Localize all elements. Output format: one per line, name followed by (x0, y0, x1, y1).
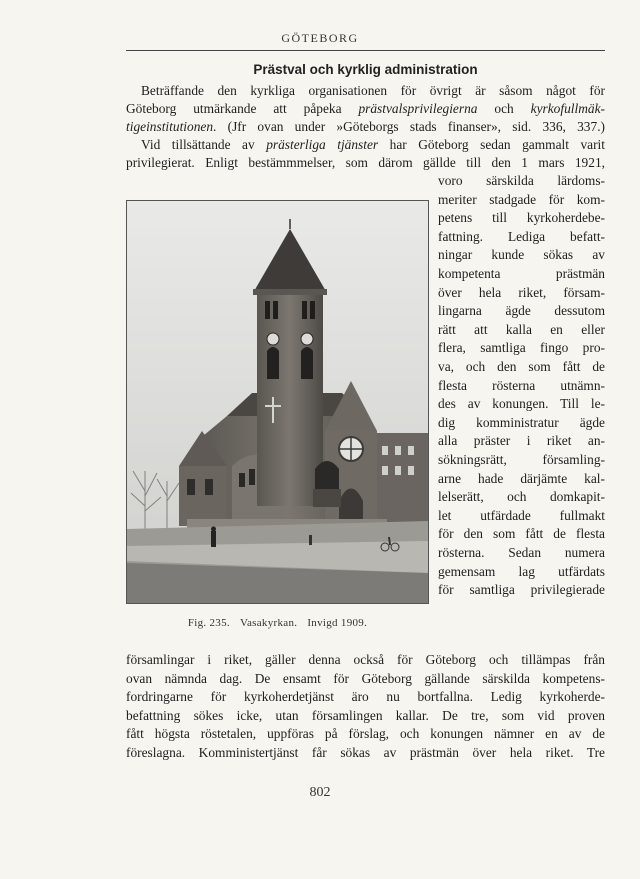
text-run: Göteborg utmärkande att påpeka (126, 101, 359, 116)
running-head: GÖTEBORG (281, 31, 359, 45)
paragraph-1-line-1: Beträffande den kyrkliga organisationen för övrigt är såsom något för (141, 83, 605, 98)
full-line: fått högsta röstetalen, uppföras på förslag, och konungen nämner en av de (126, 726, 605, 742)
section-title: Prästval och kyrklig administration (253, 62, 478, 77)
text-run: Vid tillsättande av (141, 137, 267, 152)
wrap-line: dig komministratur ägde (438, 414, 605, 430)
wrap-line: va, och den som fått de (438, 359, 605, 374)
italic-term: tigeinstitutionen (126, 119, 214, 134)
text-run: har Göteborg sedan gammalt varit (378, 137, 605, 152)
full-line: befattning sökes icke, utan församlingen kallar. De tre, som vid proven (126, 707, 605, 723)
full-line: församlingar i riket, gäller denna också för Göteborg och tillämpas från (126, 652, 605, 667)
wrap-line: kompetenta prästmän (438, 266, 605, 281)
italic-term: prästvalsprivilegierna (358, 101, 478, 116)
vasakyrkan-illustration (127, 201, 428, 603)
wrap-line: flera, samtliga fingo pro- (438, 340, 605, 356)
header-rule (126, 50, 605, 51)
wrap-line: över hela riket, försam- (438, 284, 605, 300)
figure-title: Vasakyrkan. (239, 617, 298, 629)
paragraph-1-line-3 (126, 118, 605, 136)
wrap-line: arne hade därjämte kal- (438, 470, 605, 486)
figure-caption (126, 617, 429, 629)
wrap-line: des av konungen. Till le- (438, 396, 605, 412)
text-run: . (Jfr ovan under »Göteborgs stads finanser», sid. 336, 337.) (213, 119, 605, 134)
figure-label: Fig. 235. (187, 617, 230, 629)
wrap-line: sökningsrätt, församling- (438, 452, 605, 467)
wrap-line: rätt att kalla en eller (438, 321, 605, 337)
wrap-line: lingarna ägde dessutom (438, 303, 605, 319)
page-number: 802 (309, 785, 331, 800)
wrap-line: rösterna. Sedan numera (438, 545, 605, 560)
paragraph-2-line-2: privilegierat. Enligt bestämmmelser, som därom gällde till den 1 mars 1921, (126, 155, 605, 170)
wrap-line: petens till kyrkoherdebe- (438, 210, 605, 226)
wrap-line: meriter stadgade för kom- (438, 191, 605, 207)
wrap-line: för samtliga privilegierade (438, 582, 605, 598)
italic-term: kyrkofullmäk- (530, 101, 605, 116)
paragraph-1-line-2 (126, 100, 605, 118)
wrap-line: lelserätt, och domkapit- (438, 489, 605, 505)
wrap-line: fattning. Lediga befatt- (438, 228, 605, 244)
wrap-line: gemensam lag utfärdats (438, 563, 605, 579)
wrap-line: alla präster i riket an- (438, 433, 605, 449)
text-run: och (477, 101, 531, 116)
church-photograph (126, 200, 429, 604)
full-line: ovan nämnda dag. De ensamt för Göteborg gällande särskilda kompetens- (126, 670, 605, 686)
paragraph-2-line-1 (126, 136, 605, 154)
wrap-line: ningar kunde sökas av (438, 247, 605, 263)
full-line: fordringarne för kyrkoherdetjänst äro nu bortfallna. Ledig kyrkoherde- (126, 689, 605, 705)
wrap-line: let utfärdade fullmakt (438, 507, 605, 523)
italic-term: prästerliga tjänster (266, 137, 379, 152)
wrap-line: för den som fått de flesta (438, 526, 605, 542)
wrap-line: voro särskilda lärdoms- (438, 173, 605, 188)
full-line: föreslagna. Komministertjänst får sökas av prästmän över hela riket. Tre (126, 745, 605, 760)
figure-note: Invigd 1909. (307, 617, 368, 629)
wrap-line: flesta rösterna utnämn- (438, 377, 605, 393)
